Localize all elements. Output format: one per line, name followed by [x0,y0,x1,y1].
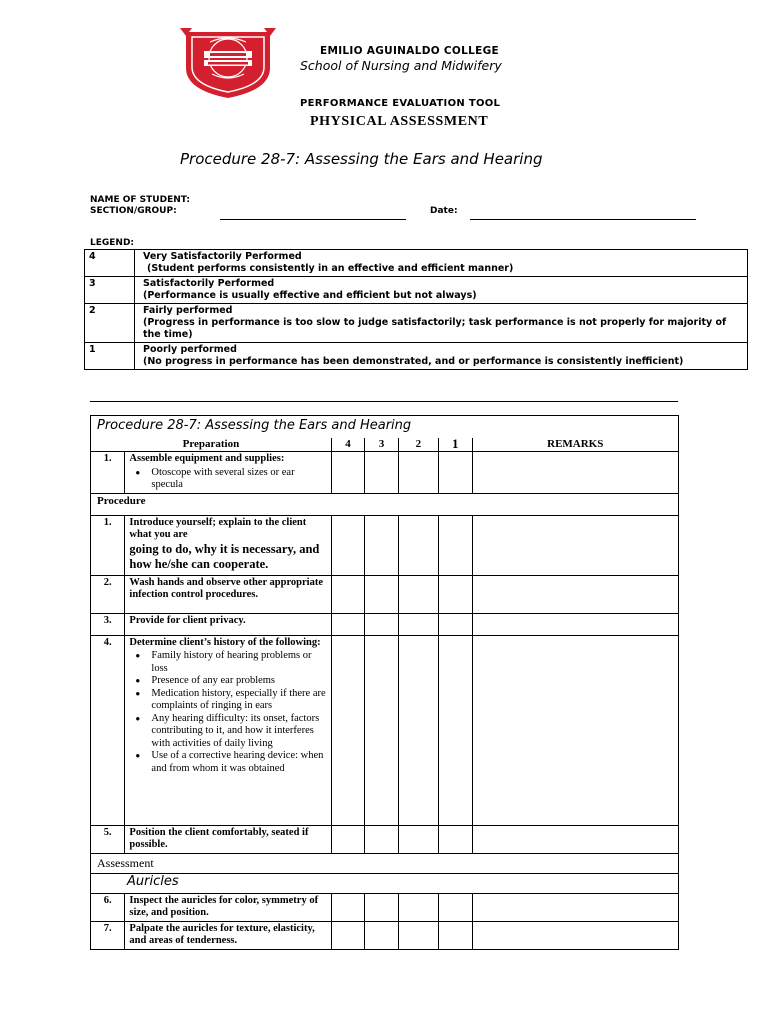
score-cell-1[interactable] [439,921,472,949]
score-cell-1[interactable] [439,575,472,613]
score-cell-2[interactable] [398,635,438,825]
step-text [125,452,331,494]
column-remarks: REMARKS [472,438,679,452]
list-item: ● Any hearing difficulty: its onset, factors contributing to it, and how it interferes with activities of daily living [129,713,326,751]
legend-detail: (Progress in performance is too slow to judge satisfactorily; task performance is not properly for majority of the time) [143,317,727,340]
score-cell-2[interactable] [398,921,438,949]
score-cell-3[interactable] [365,575,398,613]
score-cell-1[interactable] [439,825,472,853]
legend-label: LEGEND: [90,238,135,248]
legend-detail: (Student performs consistently in an effective and efficient manner) [147,263,514,274]
list-item: ● Otoscope with several sizes or ear specula [129,467,326,492]
school-name: School of Nursing and Midwifery [300,58,502,73]
step-number: 7. [91,921,125,949]
score-cell-3[interactable] [365,613,398,635]
remarks-cell[interactable] [472,613,679,635]
score-cell-3[interactable] [365,893,398,921]
student-name-label: NAME OF STUDENT: [90,195,190,205]
legend-desc [135,343,748,370]
section-procedure: Procedure [91,493,679,515]
score-cell-3[interactable] [365,635,398,825]
table-row [91,921,679,949]
score-cell-1[interactable] [439,452,472,494]
list-item: ● Medication history, especially if there are complaints of ringing in ears [129,688,326,713]
step-label: Introduce yourself; explain to the client what you are [129,516,307,540]
column-score-1: 1 [439,438,472,452]
subsection-auricles: Auricles [91,873,679,893]
procedure-title: Procedure 28-7: Assessing the Ears and Hearing [180,150,543,168]
score-cell-2[interactable] [398,893,438,921]
score-cell-3[interactable] [365,825,398,853]
score-cell-1[interactable] [439,515,472,575]
remarks-cell[interactable] [472,825,679,853]
legend-table [84,249,748,370]
score-cell-4[interactable] [331,515,364,575]
score-cell-1[interactable] [439,613,472,635]
step-text [125,515,331,575]
step-number: 1. [91,515,125,575]
score-cell-4[interactable] [331,893,364,921]
table-row [91,893,679,921]
legend-detail: (Performance is usually effective and efficient but not always) [143,290,477,301]
column-score-2: 2 [398,438,438,452]
step-text: Position the client comfortably, seated if possible. [125,825,331,853]
legend-row [85,343,748,370]
remarks-cell[interactable] [472,515,679,575]
score-cell-4[interactable] [331,921,364,949]
legend-detail: (No progress in performance has been demonstrated, and or performance is consistently inefficient) [143,356,684,367]
step-text: Wash hands and observe other appropriate infection control procedures. [125,575,331,613]
legend-desc [135,277,748,304]
column-header-row [91,438,679,452]
step-number: 5. [91,825,125,853]
score-cell-4[interactable] [331,575,364,613]
separator-line [90,401,678,402]
score-cell-4[interactable] [331,613,364,635]
score-cell-1[interactable] [439,893,472,921]
table-row [91,515,679,575]
college-logo [180,24,276,100]
legend-title: Fairly performed [143,305,233,316]
remarks-cell[interactable] [472,635,679,825]
score-cell-4[interactable] [331,825,364,853]
date-label: Date: [430,206,458,216]
table-row [91,452,679,494]
step-text: Provide for client privacy. [125,613,331,635]
legend-desc [135,250,748,277]
legend-score: 1 [85,343,135,370]
step-text: Palpate the auricles for texture, elasticity, and areas of tenderness. [125,921,331,949]
score-cell-3[interactable] [365,921,398,949]
list-item: ● Use of a corrective hearing device: when and from whom it was obtained [129,750,326,775]
score-cell-4[interactable] [331,452,364,494]
step-text [125,635,331,825]
legend-score: 2 [85,304,135,343]
legend-desc [135,304,748,343]
table-row [91,635,679,825]
remarks-cell[interactable] [472,893,679,921]
remarks-cell[interactable] [472,452,679,494]
legend-row [85,250,748,277]
score-cell-2[interactable] [398,452,438,494]
step-number: 3. [91,613,125,635]
remarks-cell[interactable] [472,575,679,613]
assessment-title: PHYSICAL ASSESSMENT [310,114,489,129]
score-cell-2[interactable] [398,515,438,575]
legend-score: 3 [85,277,135,304]
step-label: Assemble equipment and supplies: [129,453,285,464]
list-item: ● Presence of any ear problems [129,675,326,688]
score-cell-2[interactable] [398,575,438,613]
column-preparation: Preparation [91,438,332,452]
score-cell-3[interactable] [365,515,398,575]
checklist-caption: Procedure 28-7: Assessing the Ears and Hearing [91,416,679,438]
step-label-continued: going to do, why it is necessary, and how he/she can cooperate. [129,541,320,571]
score-cell-4[interactable] [331,635,364,825]
table-row [91,575,679,613]
section-field-line[interactable] [220,219,406,220]
step-label: Determine client’s history of the following: [129,636,321,648]
table-row [91,825,679,853]
date-field-line[interactable] [470,219,696,220]
legend-title: Satisfactorily Performed [143,278,275,289]
score-cell-2[interactable] [398,825,438,853]
college-name: EMILIO AGUINALDO COLLEGE [320,45,499,57]
remarks-cell[interactable] [472,921,679,949]
step-number: 6. [91,893,125,921]
column-score-4: 4 [331,438,364,452]
score-cell-1[interactable] [439,635,472,825]
step-number: 1. [91,452,125,494]
table-row [91,613,679,635]
column-score-3: 3 [365,438,398,452]
tool-title: PERFORMANCE EVALUATION TOOL [300,98,501,109]
legend-title: Very Satisfactorily Performed [143,251,302,262]
score-cell-2[interactable] [398,613,438,635]
list-item: ● Family history of hearing problems or loss [129,650,326,675]
step-number: 4. [91,635,125,825]
step-text: Inspect the auricles for color, symmetry of size, and position. [125,893,331,921]
legend-title: Poorly performed [143,344,237,355]
step-number: 2. [91,575,125,613]
section-group-label: SECTION/GROUP: [90,206,177,216]
score-cell-3[interactable] [365,452,398,494]
checklist-table [90,415,679,950]
legend-score: 4 [85,250,135,277]
legend-row [85,304,748,343]
section-assessment: Assessment [91,853,679,873]
legend-row [85,277,748,304]
